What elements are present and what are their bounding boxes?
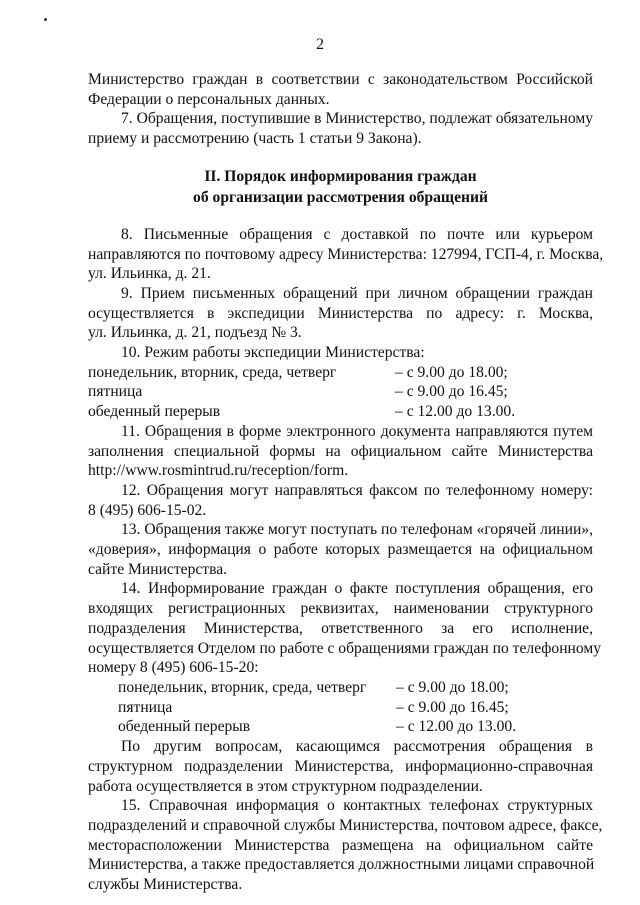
- text-line: 10. Режим работы экспедиции Министерства:: [121, 344, 425, 362]
- heading-line: об организации рассмотрения обращений: [193, 188, 488, 206]
- schedule-days: пятница: [88, 383, 143, 401]
- text-line: По другим вопросам, касающимся рассмотрения обращения в: [121, 738, 593, 756]
- text-line: 13. Обращения также могут поступать по телефонам «горячей линии»,: [121, 521, 594, 539]
- schedule-hours: – с 12.00 до 13.00.: [395, 403, 516, 421]
- schedule-hours: – с 9.00 до 16.45;: [396, 698, 509, 716]
- text-line: структурном подразделении Министерства, информационно-справочная: [88, 757, 593, 775]
- scan-speck: [44, 18, 47, 21]
- schedule-days: обеденный перерыв: [118, 718, 251, 736]
- text-line: ул. Ильинка, д. 21.: [88, 265, 211, 283]
- text-line: Министерство граждан в соответствии с законодательством Российской: [88, 71, 593, 88]
- text-line: 11. Обращения в форме электронного документа направляются путем: [121, 422, 593, 440]
- text-line: работа осуществляется в этом структурном подразделении.: [88, 777, 483, 795]
- schedule-days: понедельник, вторник, среда, четверг: [118, 678, 367, 696]
- paragraph-11: [88, 422, 593, 481]
- text-line: подразделений и справочной службы Министерства, почтовом адресе, факсе,: [88, 816, 603, 834]
- schedule-days: понедельник, вторник, среда, четверг: [88, 363, 337, 381]
- text-line: 14. Информирование граждан о факте поступления обращения, его: [121, 580, 593, 598]
- heading-line: II. Порядок информирования граждан: [204, 167, 477, 185]
- schedule-row: [88, 698, 593, 718]
- text-line: осуществляется в экспедиции Министерства по адресу: г. Москва,: [88, 304, 593, 322]
- document-body: [88, 70, 604, 895]
- text-line: службы Министерства.: [88, 876, 243, 894]
- text-line: 9. Прием письменных обращений при личном обращении граждан: [121, 284, 593, 302]
- schedule-hours: – с 9.00 до 18.00;: [396, 678, 509, 696]
- schedule-hours: – с 12.00 до 13.00.: [396, 718, 517, 736]
- schedule-row: [88, 363, 593, 383]
- text-line: приему и рассмотрению (часть 1 статьи 9 Закона).: [88, 130, 422, 148]
- paragraph-9: [88, 284, 593, 343]
- text-line: Федерации о персональных данных.: [88, 90, 330, 108]
- schedule-row: [88, 678, 593, 698]
- paragraph-13: [88, 520, 593, 579]
- text-line: осуществляется Отделом по работе с обращениями граждан по телефонному: [88, 639, 602, 657]
- paragraph-intro: [88, 70, 593, 109]
- page-number: 2: [316, 36, 324, 53]
- text-line: Министерства, а также предоставляется должностными лицами справочной: [88, 856, 595, 874]
- text-line: номеру 8 (495) 606-15-20:: [88, 659, 259, 677]
- schedule-hours: – с 9.00 до 18.00;: [395, 363, 508, 381]
- paragraph-8: [88, 225, 604, 284]
- text-line: подразделения Министерства, ответственного за его исполнение,: [88, 619, 593, 637]
- text-line: «доверия», информация о работе которых размещается на официальном: [88, 541, 593, 559]
- reception-form-url: http://www.rosmintrud.ru/reception/form.: [88, 462, 349, 480]
- schedule-row: [88, 382, 593, 402]
- text-line: заполнения специальной формы на официальном сайте Министерства: [88, 442, 593, 460]
- text-line: 12. Обращения могут направляться факсом по телефонному номеру:: [121, 481, 593, 499]
- schedule-department: [88, 678, 593, 737]
- paragraph-7: [88, 109, 593, 148]
- text-line: сайте Министерства.: [88, 560, 228, 578]
- paragraph-14: [88, 579, 602, 678]
- schedule-row: [88, 402, 593, 422]
- text-line: направляются по почтовому адресу Министерства: 127994, ГСП-4, г. Москва,: [88, 245, 604, 263]
- text-line: входящих регистрационных реквизитах, наименовании структурного: [88, 600, 593, 618]
- schedule-hours: – с 9.00 до 16.45;: [395, 383, 508, 401]
- text-line: месторасположении Министерства размещена на официальном сайте: [88, 836, 593, 854]
- text-line: ул. Ильинка, д. 21, подъезд № 3.: [88, 324, 302, 342]
- schedule-row: [88, 717, 593, 737]
- text-line: 7. Обращения, поступившие в Министерство, подлежат обязательному: [121, 110, 594, 128]
- fax-number: 8 (495) 606-15-02.: [88, 501, 207, 519]
- paragraph-10: [88, 343, 593, 363]
- text-line: 15. Справочная информация о контактных телефонах структурных: [121, 797, 593, 815]
- paragraph-12: [88, 481, 593, 520]
- schedule-days: пятница: [118, 698, 173, 716]
- schedule-expedition: [88, 363, 593, 422]
- schedule-days: обеденный перерыв: [88, 403, 221, 421]
- paragraph-15: [88, 796, 603, 895]
- section-heading: [88, 166, 593, 208]
- text-line: 8. Письменные обращения с доставкой по почте или курьером: [121, 225, 593, 243]
- paragraph-other: [88, 737, 593, 796]
